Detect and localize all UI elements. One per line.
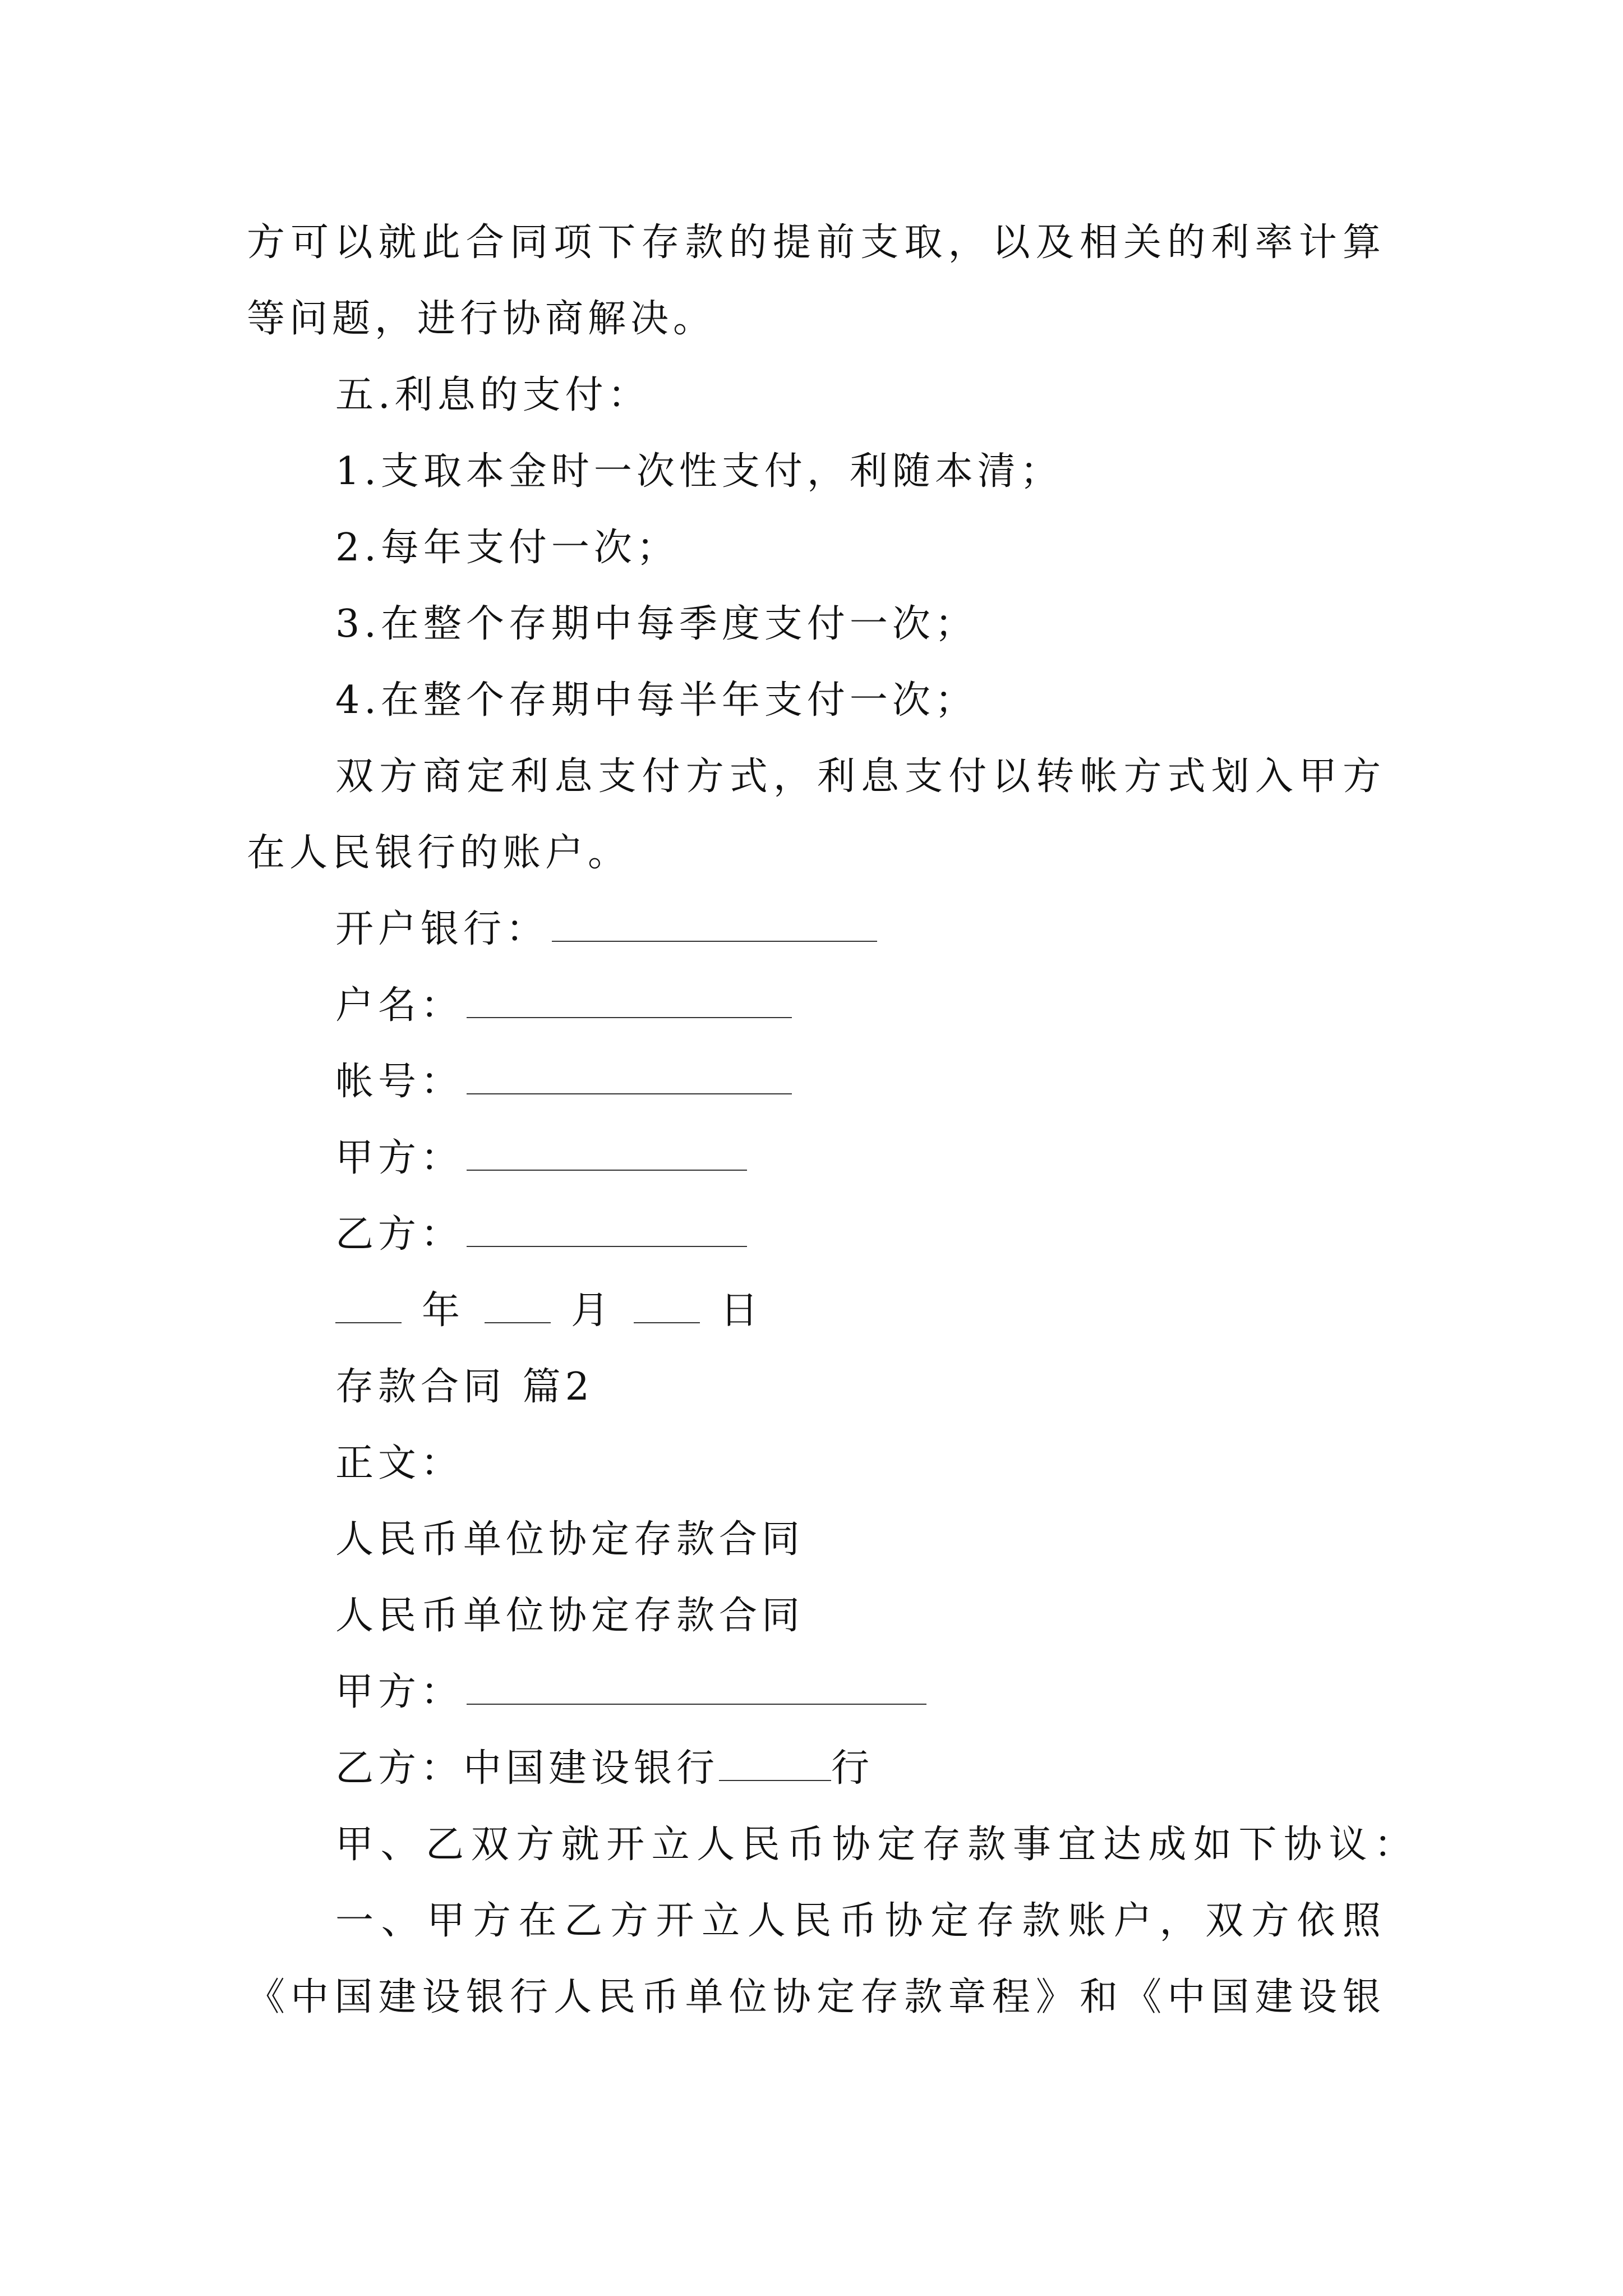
account-number-blank xyxy=(467,1060,792,1094)
bank-blank xyxy=(552,907,877,942)
article-line: 一、甲方在乙方开立人民币协定存款账户，双方依照 xyxy=(335,1899,1381,1943)
account-name-blank xyxy=(467,983,792,1018)
party-a-field xyxy=(335,1133,750,1184)
section-heading: 五.利息的支付： xyxy=(335,373,651,417)
party-b-label: 乙方： xyxy=(335,1212,464,1257)
account-name-label: 户名： xyxy=(335,983,464,1028)
paragraph-line: 等问题，进行协商解决。 xyxy=(247,297,716,341)
section-title: 存款合同 篇2 xyxy=(335,1365,594,1409)
list-item: 2.每年支付一次； xyxy=(335,526,679,570)
year-blank xyxy=(335,1289,402,1323)
body-label: 正文： xyxy=(335,1441,464,1485)
day-label: 日 xyxy=(720,1289,763,1333)
party-a-field-2 xyxy=(335,1667,930,1718)
account-number-label: 帐号： xyxy=(335,1060,464,1104)
party-a-label: 甲方： xyxy=(335,1136,464,1180)
party-a-label-2: 甲方： xyxy=(335,1670,464,1714)
party-b-field xyxy=(335,1209,750,1260)
year-label: 年 xyxy=(422,1289,465,1333)
paragraph-line: 在人民银行的账户。 xyxy=(247,831,631,875)
paragraph-line: 方可以就此合同项下存款的提前支取，以及相关的利率计算 xyxy=(247,220,1381,265)
article-line: 《中国建设银行人民币单位协定存款章程》和《中国建设银 xyxy=(247,1975,1381,2019)
list-item: 1.支取本金时一次性支付，利随本清； xyxy=(335,449,1063,494)
agreement-line: 甲、乙双方就开立人民币协定存款事宜达成如下协议： xyxy=(335,1823,1412,1867)
party-b-field-2 xyxy=(335,1743,874,1794)
month-label: 月 xyxy=(571,1289,614,1333)
account-number-field xyxy=(335,1057,795,1107)
paragraph-line: 双方商定利息支付方式，利息支付以转帐方式划入甲方 xyxy=(335,754,1381,799)
party-a-blank xyxy=(467,1136,747,1171)
contract-title: 人民币单位协定存款合同 xyxy=(335,1594,805,1638)
branch-blank xyxy=(719,1746,831,1781)
bank-label: 开户银行： xyxy=(335,907,549,951)
day-blank xyxy=(634,1289,700,1323)
party-b-prefix: 乙方：中国建设银行 xyxy=(335,1746,720,1791)
party-b-suffix: 行 xyxy=(831,1746,874,1791)
month-blank xyxy=(485,1289,551,1323)
date-line xyxy=(335,1286,763,1336)
party-a-blank-2 xyxy=(467,1670,926,1705)
list-item: 4.在整个存期中每半年支付一次； xyxy=(335,678,978,723)
bank-field xyxy=(335,904,880,955)
account-name-field xyxy=(335,981,795,1031)
contract-title: 人民币单位协定存款合同 xyxy=(335,1517,805,1562)
list-item: 3.在整个存期中每季度支付一次； xyxy=(335,602,978,646)
party-b-blank xyxy=(467,1212,747,1247)
